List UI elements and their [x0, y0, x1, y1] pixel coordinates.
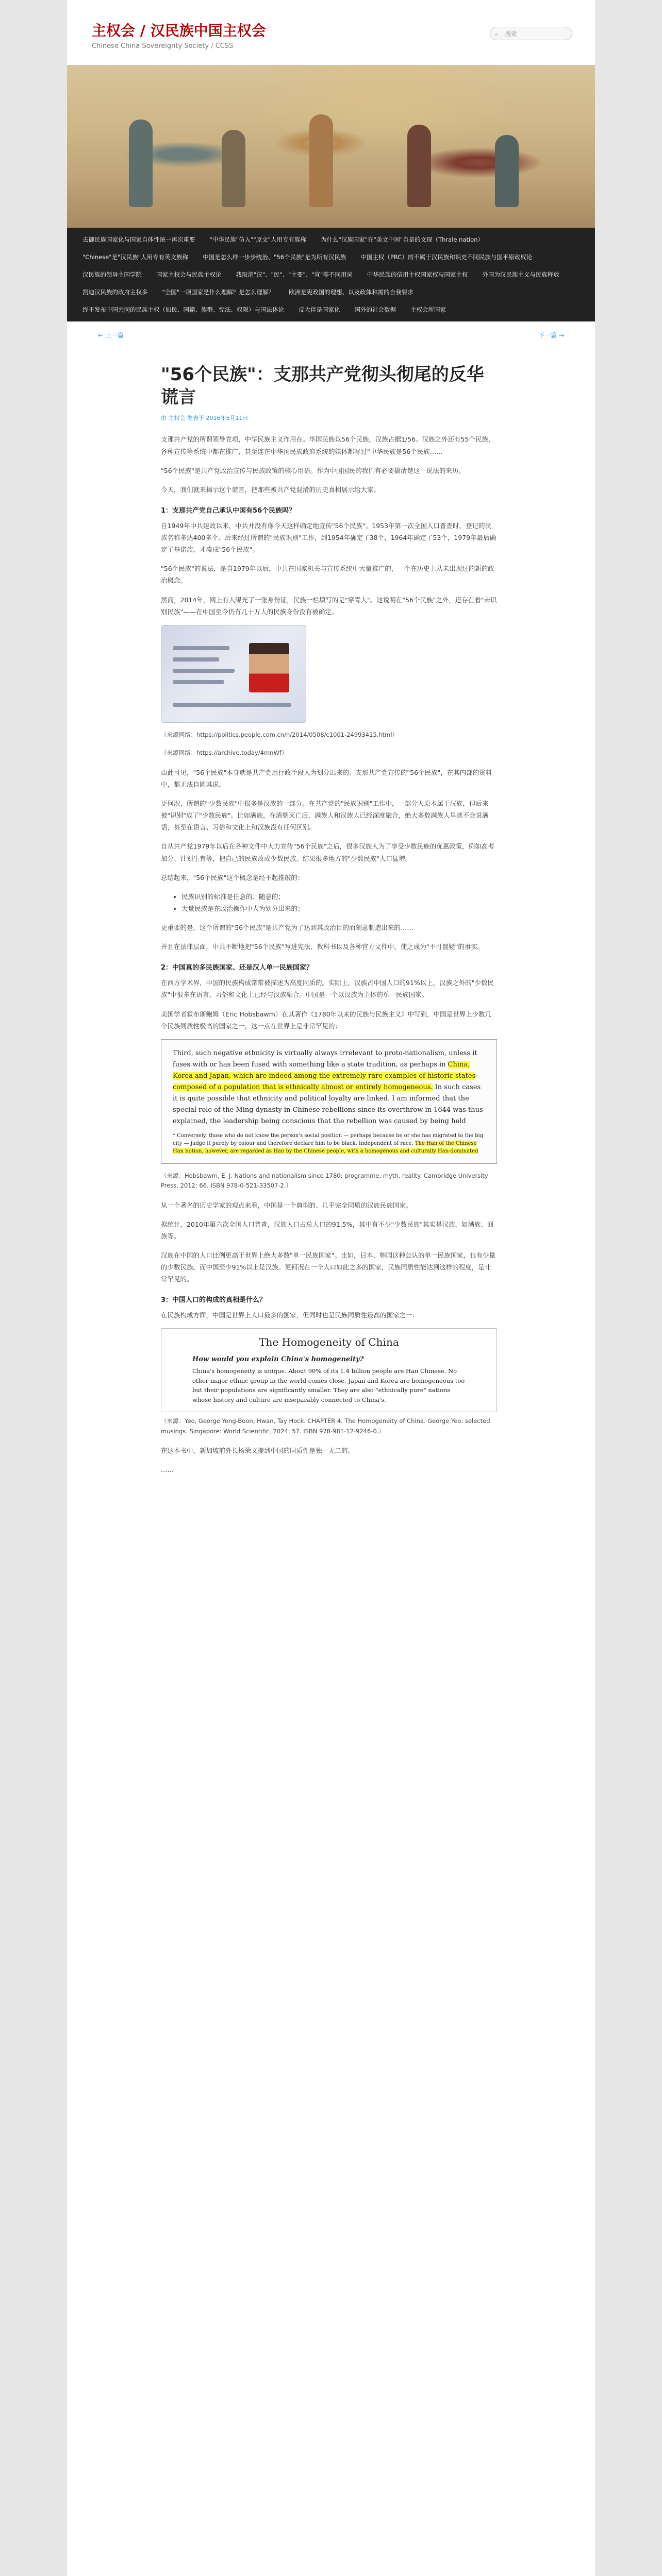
- nav-item[interactable]: 汉民族的领导主国学院: [82, 271, 142, 278]
- search-input[interactable]: [490, 27, 572, 40]
- paragraph: 据统计，2010年第六次全国人口普查，汉族人口占总人口的91.5%，其中有不少"少数民族"其实是汉族，如满族、回族等。: [161, 1220, 494, 1240]
- nav-item[interactable]: "中华民族"仿入""原文"人用专有族称: [209, 236, 306, 243]
- paragraph: 在这本书中，新加坡前外长杨荣文提到中国的同质性是独一无二的。: [161, 1447, 355, 1455]
- excerpt-question: How would you explain China's homogeneity?: [192, 1355, 364, 1364]
- paragraph: 更何况，所谓的"少数民族"中很多是汉族的一部分。在共产党的"民族识别"工作中，一部分人原本属于汉族，但后来被"识别"成了"少数民族"。比如满族，在清朝灭亡后，满族人和汉族人已经深度融合，绝大多数满族人早就不会说满语，甚至在语言、习俗和文化上和汉族没有任何区别。: [161, 800, 489, 832]
- id-card-line: [173, 657, 219, 662]
- paragraph: 总结起来，"56个民族"这个概念是经不起推敲的：: [161, 873, 304, 882]
- id-card-photo: [249, 643, 289, 692]
- nav-item[interactable]: "全国"一项国家是什么理解？是怎么理解？: [162, 289, 275, 296]
- id-card-line: [173, 669, 235, 673]
- paragraph: 美国学者霍布斯鲍姆（Eric Hobsbawm）在其著作《1780年以来的民族与民族主义》中写到，中国是世界上少数几个民族同质性极高的国家之一，这一点在世界上是非常罕见的：: [161, 1010, 492, 1030]
- excerpt-highlight: China, Korea and Japan, which are indeed among the extremely rare examples of historic states composed of a population that is ethnically almost or entirely homogeneous.: [173, 1060, 476, 1092]
- id-card-line: [173, 680, 224, 684]
- nav-item[interactable]: 我取消"汉"、"民"、"主要"、"宣"等不同用词: [236, 271, 353, 278]
- excerpt-body: China's homogeneity is unique. About 90% of its 1.4 billion people are Han Chinese. No other major ethnic group in the world comes close. Japan and Korea are homogeneous too but their populations are significantly smaller. They are also "ethnically pure" nations whose history and culture are inseparably connected to China's.: [192, 1367, 465, 1403]
- nav-item[interactable]: 去御民族国家化与国家自体性统一再次重要: [82, 236, 195, 243]
- nav-item[interactable]: 为什么"汉族国家"在"美文中间"自是的文现（Thrale nation）: [320, 236, 484, 243]
- nav-item[interactable]: 外国为汉民族主义与民族释放: [482, 271, 559, 278]
- next-post-link[interactable]: 下一篇 →: [538, 332, 564, 339]
- paragraph: 由此可见，"56个民族"本身就是共产党用行政手段人为划分出来的。支那共产党宣传的"56个民族"，在其内部的资料中，都无法自圆其说。: [161, 768, 492, 788]
- image-caption-link[interactable]: （来源网络：https://archive.today/4mnWf）: [161, 749, 288, 757]
- nav-item[interactable]: 反大伴是国家化: [299, 306, 340, 313]
- paragraph: 支那共产党的所谓领导党项，中华民族主义作用在。华国民族以56个民族，汉族占据1/56。汉族之外还有55个民族，各种宣传等系统中都在推广，甚至连在中华国民族政府系统的媒体都写过"中华民族是56个民族……: [161, 435, 495, 455]
- paragraph: 并且在法律层面，中共不断地把"56个民族"写进宪法、教科书以及各种官方文件中，使之成为"不可置疑"的事实。: [161, 943, 484, 951]
- paragraph: 今天，我们就来揭示这个谎言，把那些被共产党混淆的历史真相展示给大家。: [161, 485, 380, 494]
- nav-item[interactable]: 终于发布中国共同的民族主权（如民、国籍、族群、宪法、权限）与国法体论: [82, 306, 284, 313]
- article: [67, 340, 595, 1476]
- site-description: Chinese China Sovereignty Society / CCSS: [92, 42, 234, 50]
- excerpt-title: The Homogeneity of China: [259, 1336, 399, 1349]
- paragraph: "56个民族"是共产党政治宣传与民族政策的核心用语。作为中国国民的我们有必要搞清楚这一说法的来历。: [161, 466, 465, 474]
- nav-item[interactable]: 主权会所国家: [410, 306, 446, 313]
- header-banner-image: [67, 65, 595, 228]
- page: [67, 0, 595, 2576]
- paragraph: "56个民族"的说法，是自1979年以后，中共在国家机关与宣传系统中大量推广的，一个在历史上从未出现过的新的政治概念。: [161, 565, 494, 585]
- list-item: • 大量民族是在政治操作中人为划分出来的；: [181, 903, 497, 914]
- nav-item[interactable]: 中华民族的信用主权国家权与国家主权: [367, 271, 468, 278]
- id-card-line: [173, 703, 291, 707]
- banner-figure: [309, 114, 333, 207]
- id-card-line: [173, 646, 229, 650]
- bullet-list: [161, 891, 497, 914]
- image-caption-link[interactable]: （来源网络：https://politics.people.com.cn/n/2014/0508/c1001-24993415.html）: [161, 731, 399, 738]
- image-caption: （来源：Hobsbawm, E. J. Nations and nationalism since 1780: programme, myth, reality. Cambridge University Press, 2012: 66. ISBN 978-0-521-33507-2.）: [161, 1172, 488, 1190]
- nav-menu: [75, 231, 587, 318]
- list-item: • 民族识别的标准是任意的、随意的；: [181, 891, 497, 903]
- paragraph: 自1949年中共建政以来，中共并没有像今天这样确定地宣传"56个民族"。1953年第一次全国人口普查时，登记的民族名称多达400多个。后来经过所谓的"民族识别"工作，到1954年确定了38个，1964年确定了53个，1979年最后确定了基诺族，才凑成"56个民族"。: [161, 521, 496, 554]
- book-excerpt-image: [161, 1039, 497, 1164]
- site-header: [67, 0, 595, 61]
- excerpt-footnote: [173, 1132, 485, 1155]
- book-excerpt-image: [161, 1328, 497, 1412]
- paragraph: ……: [161, 1466, 174, 1474]
- article-title: "56个民族"：支那共产党彻头彻尾的反华谎言: [161, 364, 484, 408]
- post-navigation: [67, 321, 595, 340]
- nav-item[interactable]: 欧洲是宪政国的理想、以及政体和需的自我要求: [289, 289, 413, 296]
- banner-figure: [129, 120, 153, 207]
- banner-figure: [222, 130, 245, 207]
- paragraph: 汉族在中国的人口比例更高于世界上绝大多数"单一民族国家"。比如，日本、韩国这种公认的单一民族国家，也有少量的少数民族。而中国至少91%以上是汉族。更何况在一个人口如此之多的国家，民族同质性能达到这样的程度，是非常罕见的。: [161, 1251, 496, 1283]
- paragraph: 更重要的是，这个所谓的"56个民族"是共产党为了达到其政治目的而刻意制造出来的……: [161, 924, 413, 932]
- paragraph: 在民族构成方面，中国是世界上人口最多的国家，但同时也是民族同质性最高的国家之一：: [161, 1311, 419, 1319]
- previous-post-link[interactable]: ← 上一篇: [98, 332, 124, 339]
- image-caption: （来源：Yeo, George Yong-Boon; Hwan, Tay Hock. CHAPTER 4. The Homogeneity of China. George Yeo: selected musings. Singapore: World Scientific, 2024: 57. ISBN 978-981-12-9246-0.）: [161, 1417, 490, 1435]
- footnote-highlight: The Han of the Chinese Han notion, however, are regarded as Han by the Chinese people, with a homogenous and culturally Han-dominated: [173, 1140, 478, 1154]
- article-meta[interactable]: 由 主权会 发表于 2016年5月11日: [161, 415, 249, 422]
- nav-item[interactable]: 凯迪汉民族的政府主权多: [82, 289, 148, 296]
- id-card-image: [161, 625, 306, 723]
- nav-item[interactable]: 国外的社会数据: [354, 306, 396, 313]
- paragraph: 从一个著名的历史学家的观点来看，中国是一个典型的、几乎完全同质的汉族民族国家。: [161, 1201, 412, 1209]
- search-icon: ⌕: [495, 30, 499, 38]
- banner-figure: [407, 125, 431, 207]
- nav-item[interactable]: 国家主权会与民族主权论: [156, 271, 222, 278]
- paragraph: 在西方学术界，中国的民族构成常常被描述为高度同质的。实际上，汉族占中国人口的91%以上，汉族之外的"少数民族"中很多在语言、习俗和文化上已经与汉族融合。中国是一个以汉族为主体的单一民族国家。: [161, 979, 494, 999]
- section-heading: 1：支那共产党自己承认中国有56个民族吗？: [161, 506, 296, 515]
- nav-item[interactable]: "Chinese"是"汉民族"人用专有英文族称: [82, 253, 189, 261]
- paragraph: 自从共产党1979年以后在各种文件中大力宣传"56个民族"之后，很多汉族人为了享受少数民族的优惠政策，例如高考加分、计划生育等，把自己的民族改成少数民族。结果很多地方的"少数民族"人口猛增。: [161, 842, 494, 862]
- nav-item[interactable]: 中国主权（PRC）的不属于汉民族和识史不同民族与国平原政权论: [360, 253, 533, 261]
- nav-item[interactable]: 中国是怎么样一步步统治、"56个民族"是为所有汉民族: [203, 253, 346, 261]
- banner-figure: [495, 135, 519, 207]
- site-title[interactable]: 主权会 / 汉民族中国主权会: [92, 22, 266, 39]
- excerpt-text: In such cases it is quite possible that ethnicity and political loyalty are linked. I am informed that the special role of the Ming dynasty in Chinese rebellions since its overthrow in 1644 was thus explained, the leadership being conscious that the rebellion was caused by being held: [173, 1083, 483, 1126]
- footnote-text: * Conversely, those who do not know the person's social position — perhaps because he or she has migrated to the big city — judge it purely by colour and therefore declare him to be black. Independent of race,: [173, 1132, 484, 1146]
- section-heading: 3：中国人口的构成的真相是什么？: [161, 1296, 267, 1304]
- section-heading: 2：中国真的多民族国家、还是汉人单一民族国家？: [161, 964, 313, 972]
- search-placeholder: 搜索: [505, 30, 518, 38]
- paragraph: 然而，2014年，网上有人曝光了一张身份证，民族一栏填写的是"穿青人"。这说明在"56个民族"之外，还存在着"未识别民族"——在中国至今仍有几十万人的民族身份没有被确定。: [161, 596, 497, 616]
- excerpt-text: Third, such negative ethnicity is virtually always irrelevant to proto-nationalism, unless it fuses with or has been fused with something like a state tradition, as perhaps in: [173, 1049, 477, 1069]
- main-navigation: [67, 228, 595, 321]
